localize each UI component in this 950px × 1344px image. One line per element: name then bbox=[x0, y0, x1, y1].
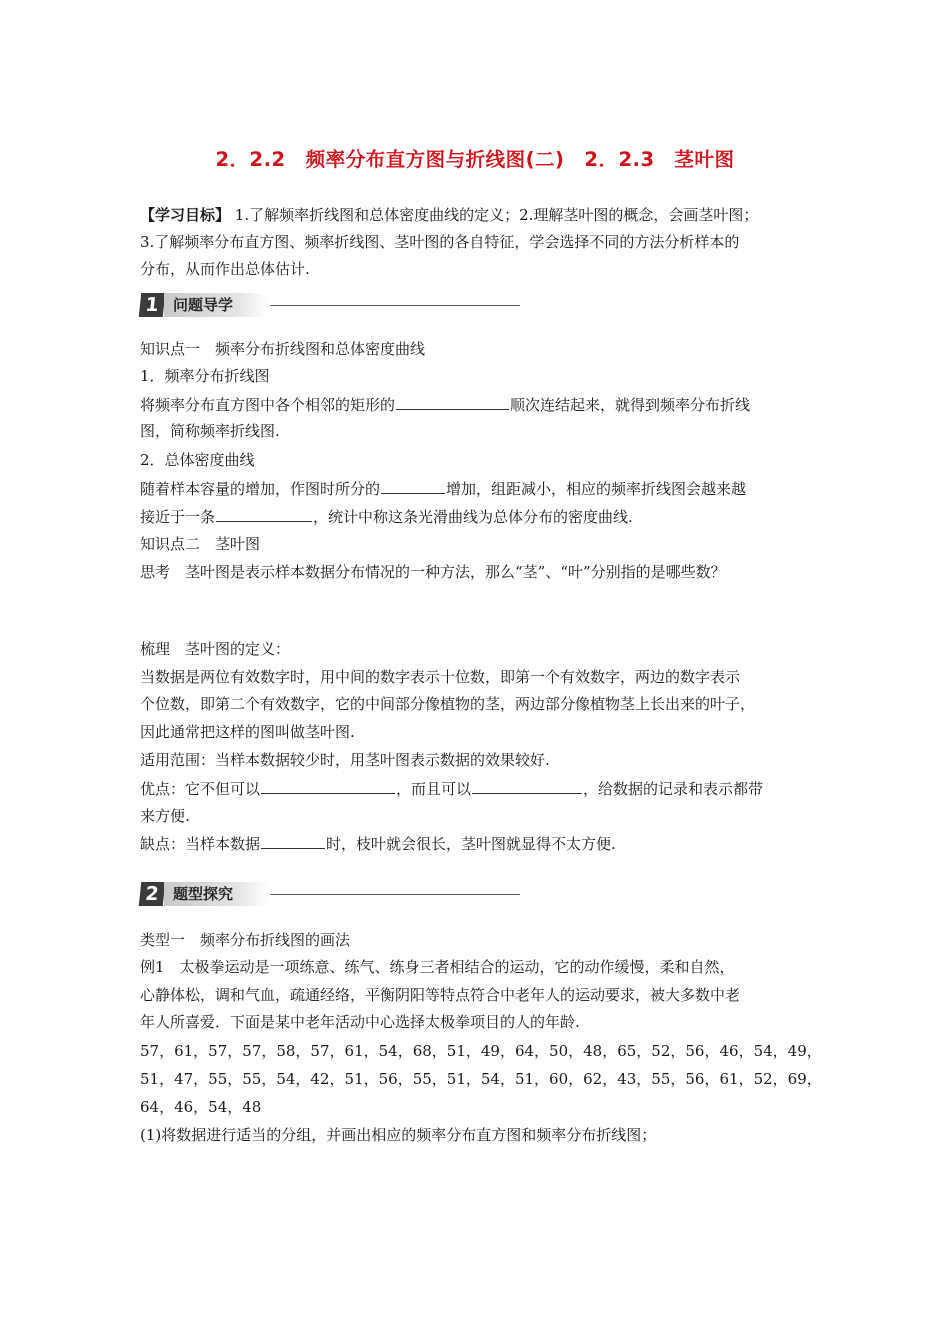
adv-text: 优点：它不但可以 bbox=[140, 780, 261, 798]
section-header-question-types bbox=[140, 882, 520, 906]
data-line-3: 64，46，54，48 bbox=[140, 1098, 262, 1116]
learning-goals-line-3: 分布，从而作出总体估计. bbox=[140, 260, 310, 278]
section-number-badge: 2 bbox=[139, 882, 166, 906]
definition-line-2: 个位数，即第二个有效数字，它的中间部分像植物的茎，两边部分像植物茎上长出来的叶子， bbox=[140, 695, 756, 713]
adv-text: ，给数据的记录和表示都带 bbox=[583, 780, 764, 798]
kp1-text: ，统计中称这条光滑曲线为总体分布的密度曲线. bbox=[313, 508, 633, 526]
advantages-line-2: 来方便. bbox=[140, 807, 190, 825]
think-question: 思考 茎叶图是表示样本数据分布情况的一种方法，那么“茎”、“叶”分别指的是哪些数？ bbox=[140, 563, 726, 581]
learning-goals-text-1: 1.了解频率折线图和总体密度曲线的定义；2.理解茎叶图的概念，会画茎叶图； bbox=[234, 206, 759, 224]
kp1-text: 随着样本容量的增加，作图时所分的 bbox=[140, 480, 381, 498]
section-divider bbox=[270, 894, 520, 895]
kp1-paragraph-2b bbox=[140, 507, 633, 526]
fill-blank[interactable] bbox=[381, 479, 445, 494]
example-1-line-1: 例1 太极拳运动是一项练意、练气、练身三者相结合的运动，它的动作缓慢，柔和自然， bbox=[140, 958, 735, 976]
learning-goals-line-1 bbox=[140, 206, 758, 224]
knowledge-point-2-heading: 知识点二 茎叶图 bbox=[140, 535, 261, 553]
kp1-paragraph-2a bbox=[140, 479, 746, 498]
dis-text: 时，枝叶就会很长，茎叶图就显得不太方便. bbox=[326, 835, 616, 853]
definition-line-1: 当数据是两位有效数字时，用中间的数字表示十位数，即第一个有效数字，两边的数字表示 bbox=[140, 668, 741, 686]
example-1-line-2: 心静体松，调和气血，疏通经络，平衡阴阳等特点符合中老年人的运动要求，被大多数中老 bbox=[140, 986, 741, 1004]
question-1: (1)将数据进行适当的分组，并画出相应的频率分布直方图和频率分布折线图； bbox=[140, 1126, 657, 1144]
learning-goals-tag: 【学习目标】 bbox=[140, 206, 231, 224]
knowledge-point-1-heading: 知识点一 频率分布折线图和总体密度曲线 bbox=[140, 340, 426, 358]
advantages-line bbox=[140, 779, 763, 798]
fill-blank[interactable] bbox=[261, 779, 395, 794]
section-header-problem-guide bbox=[140, 293, 520, 317]
kp1-text: 顺次连结起来，就得到频率分布折线 bbox=[510, 396, 751, 414]
disadvantages-line bbox=[140, 834, 616, 853]
kp1-text: 增加，组距减小，相应的频率折线图会越来越 bbox=[446, 480, 747, 498]
kp1-subheading-1: 1．频率分布折线图 bbox=[140, 367, 270, 385]
kp1-text: 将频率分布直方图中各个相邻的矩形的 bbox=[140, 396, 396, 414]
data-line-2: 51，47，55，55，54，42，51，56，55，51，54，51，60，62，43，55，56，61，52，69， bbox=[140, 1070, 822, 1088]
adv-text: ，而且可以 bbox=[396, 780, 472, 798]
scope-line: 适用范围：当样本数据较少时，用茎叶图表示数据的效果较好. bbox=[140, 751, 550, 769]
kp1-paragraph-1b: 图，简称频率折线图. bbox=[140, 422, 280, 440]
kp1-text: 接近于一条 bbox=[140, 508, 216, 526]
fill-blank[interactable] bbox=[216, 507, 312, 522]
section-number-badge: 1 bbox=[139, 293, 166, 317]
section-divider bbox=[270, 305, 520, 306]
data-line-1: 57，61，57，57，58，57，61，54，68，51，49，64，50，48，65，52，56，46，54，49， bbox=[140, 1042, 822, 1060]
section-label: 问题导学 bbox=[164, 293, 268, 317]
section-label: 题型探究 bbox=[164, 882, 268, 906]
summary-heading: 梳理 茎叶图的定义： bbox=[140, 640, 291, 658]
kp1-subheading-2: 2．总体密度曲线 bbox=[140, 451, 255, 469]
fill-blank[interactable] bbox=[396, 395, 509, 410]
type-1-heading: 类型一 频率分布折线图的画法 bbox=[140, 931, 351, 949]
dis-text: 缺点：当样本数据 bbox=[140, 835, 261, 853]
fill-blank[interactable] bbox=[472, 779, 582, 794]
definition-line-3: 因此通常把这样的图叫做茎叶图. bbox=[140, 723, 355, 741]
kp1-paragraph-1a bbox=[140, 395, 750, 414]
example-1-line-3: 年人所喜爱．下面是某中老年活动中心选择太极拳项目的人的年龄. bbox=[140, 1013, 580, 1031]
fill-blank[interactable] bbox=[261, 834, 325, 849]
learning-goals-line-2: 3.了解频率分布直方图、频率折线图、茎叶图的各自特征，学会选择不同的方法分析样本的 bbox=[140, 233, 740, 251]
page-title: 2．2.2 频率分布直方图与折线图(二) 2．2.3 茎叶图 bbox=[215, 148, 735, 171]
